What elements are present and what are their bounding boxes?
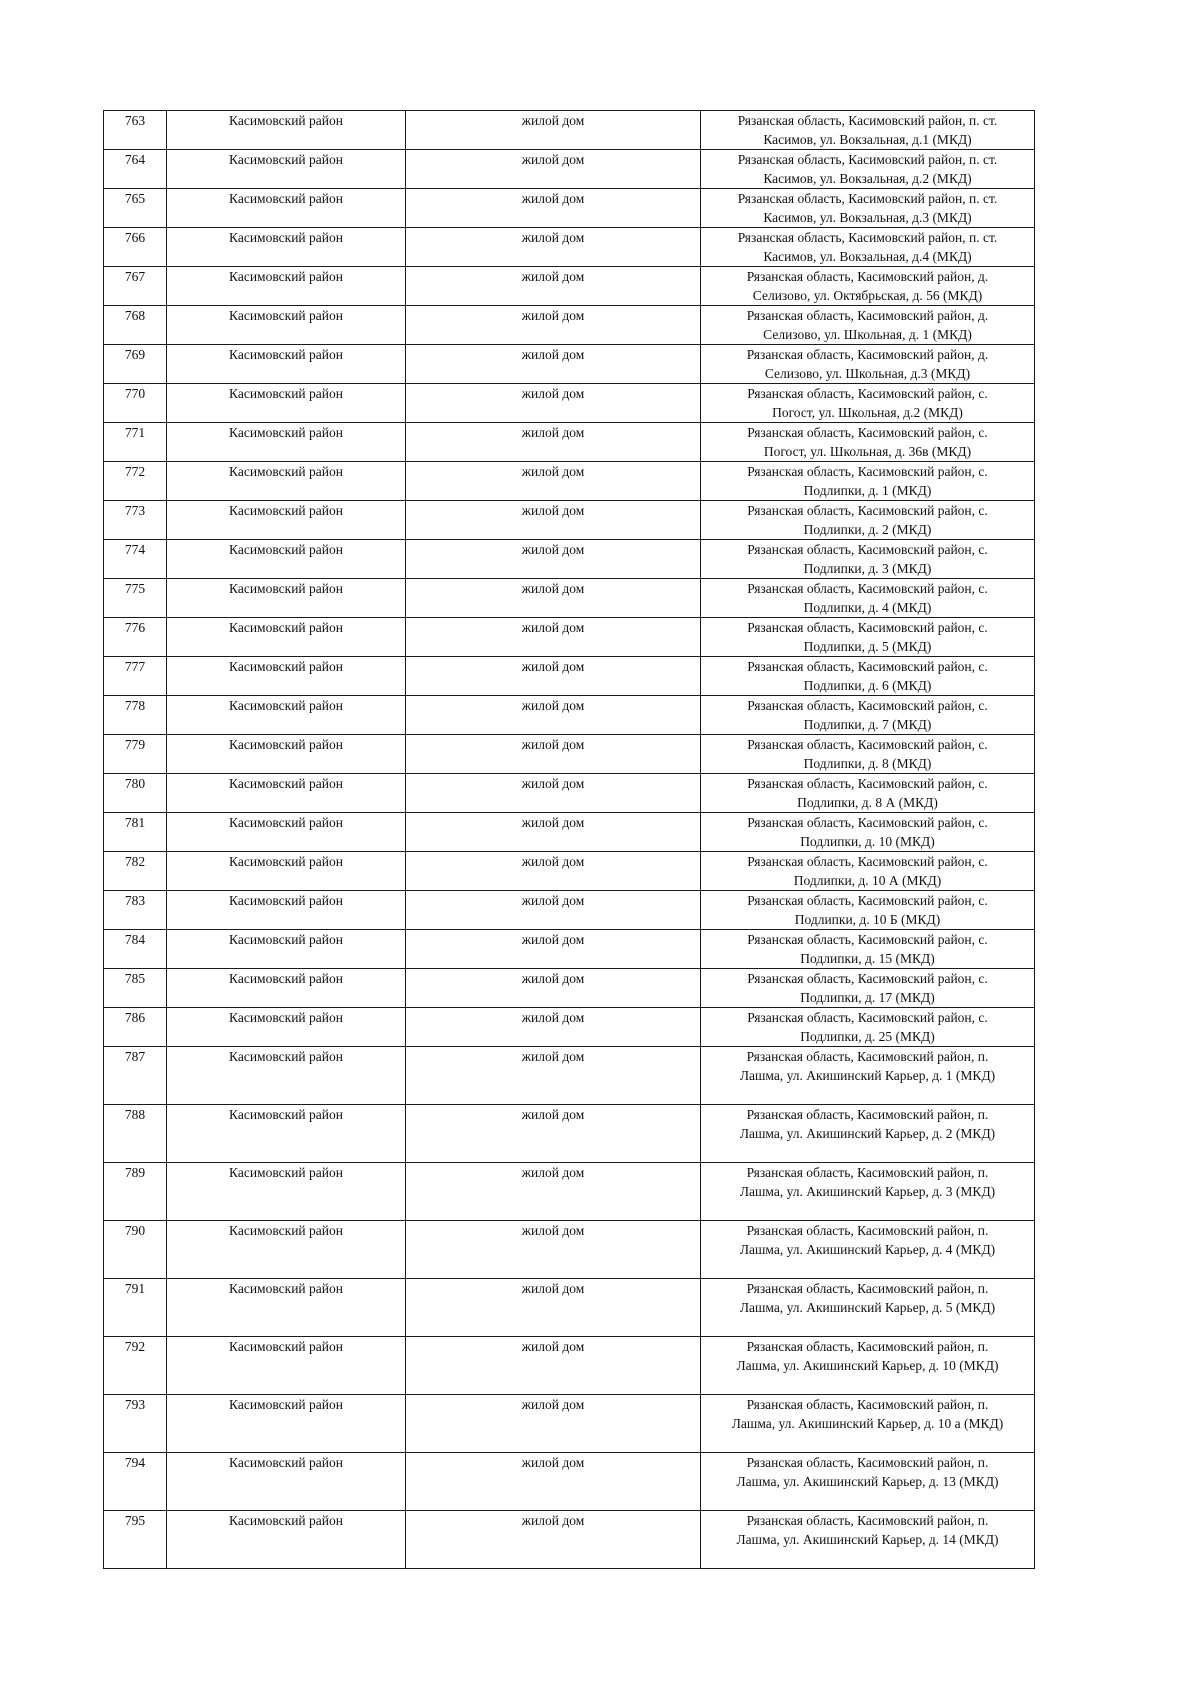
address-cell [701, 423, 1035, 462]
row-number-cell: 780 [104, 774, 167, 813]
table-row [104, 1221, 1035, 1279]
district-cell: Касимовский район [167, 618, 406, 657]
address-line: Рязанская область, Касимовский район, п. [746, 1339, 989, 1354]
row-number-cell: 785 [104, 969, 167, 1008]
address-cell [701, 1395, 1035, 1453]
address-line: Рязанская область, Касимовский район, с. [747, 542, 988, 557]
address-line: Лашма, ул. Акишинский Карьер, д. 5 (МКД) [739, 1300, 996, 1315]
table-row [104, 579, 1035, 618]
object-type-cell: жилой дом [406, 735, 701, 774]
district-cell: Касимовский район [167, 891, 406, 930]
address-line: Селизово, ул. Школьная, д. 1 (МКД) [763, 327, 972, 342]
address-line: Рязанская область, Касимовский район, п. ст. [737, 152, 998, 167]
address-line: Подлипки, д. 5 (МКД) [803, 639, 932, 654]
district-cell: Касимовский район [167, 540, 406, 579]
address-cell [701, 735, 1035, 774]
address-line: Касимов, ул. Вокзальная, д.1 (МКД) [763, 132, 972, 147]
row-number-cell: 787 [104, 1047, 167, 1105]
object-type-cell: жилой дом [406, 813, 701, 852]
row-number-cell: 774 [104, 540, 167, 579]
address-cell [701, 384, 1035, 423]
address-cell [701, 1047, 1035, 1105]
address-line: Рязанская область, Касимовский район, с. [747, 1010, 988, 1025]
address-cell [701, 1453, 1035, 1511]
address-line: Погост, ул. Школьная, д. 36в (МКД) [763, 444, 972, 459]
address-line: Селизово, ул. Школьная, д.3 (МКД) [764, 366, 971, 381]
address-cell [701, 930, 1035, 969]
table-row [104, 189, 1035, 228]
row-number-cell: 779 [104, 735, 167, 774]
table-row [104, 306, 1035, 345]
address-cell [701, 969, 1035, 1008]
address-line: Рязанская область, Касимовский район, д. [746, 347, 989, 362]
district-cell: Касимовский район [167, 579, 406, 618]
address-line: Рязанская область, Касимовский район, с. [747, 737, 988, 752]
row-number-cell: 795 [104, 1511, 167, 1569]
row-number-cell: 771 [104, 423, 167, 462]
object-type-cell: жилой дом [406, 696, 701, 735]
district-cell: Касимовский район [167, 228, 406, 267]
address-cell [701, 1221, 1035, 1279]
table-row [104, 462, 1035, 501]
district-cell: Касимовский район [167, 930, 406, 969]
row-number-cell: 794 [104, 1453, 167, 1511]
table-row [104, 969, 1035, 1008]
table-row [104, 1453, 1035, 1511]
district-cell: Касимовский район [167, 1511, 406, 1569]
row-number-cell: 773 [104, 501, 167, 540]
address-line: Подлипки, д. 7 (МКД) [803, 717, 932, 732]
address-line: Подлипки, д. 4 (МКД) [803, 600, 932, 615]
address-line: Рязанская область, Касимовский район, с. [747, 971, 988, 986]
district-cell: Касимовский район [167, 657, 406, 696]
row-number-cell: 770 [104, 384, 167, 423]
address-line: Подлипки, д. 1 (МКД) [803, 483, 932, 498]
object-type-cell: жилой дом [406, 1047, 701, 1105]
address-line: Подлипки, д. 10 Б (МКД) [794, 912, 941, 927]
address-line: Лашма, ул. Акишинский Карьер, д. 14 (МКД) [736, 1532, 999, 1547]
address-line: Рязанская область, Касимовский район, с. [747, 854, 988, 869]
district-cell: Касимовский район [167, 462, 406, 501]
address-line: Рязанская область, Касимовский район, с. [747, 386, 988, 401]
table-row [104, 1008, 1035, 1047]
object-type-cell: жилой дом [406, 1008, 701, 1047]
row-number-cell: 791 [104, 1279, 167, 1337]
table-row [104, 1279, 1035, 1337]
row-number-cell: 792 [104, 1337, 167, 1395]
table-row [104, 267, 1035, 306]
district-cell: Касимовский район [167, 852, 406, 891]
object-type-cell: жилой дом [406, 1511, 701, 1569]
address-cell [701, 111, 1035, 150]
address-cell [701, 1008, 1035, 1047]
table-row [104, 1105, 1035, 1163]
row-number-cell: 764 [104, 150, 167, 189]
address-line: Касимов, ул. Вокзальная, д.2 (МКД) [763, 171, 972, 186]
object-type-cell: жилой дом [406, 462, 701, 501]
district-cell: Касимовский район [167, 969, 406, 1008]
address-cell [701, 657, 1035, 696]
address-line: Рязанская область, Касимовский район, с. [747, 425, 988, 440]
address-line: Рязанская область, Касимовский район, п. [746, 1397, 989, 1412]
district-cell: Касимовский район [167, 1163, 406, 1221]
table-row [104, 345, 1035, 384]
address-line: Подлипки, д. 10 А (МКД) [793, 873, 942, 888]
address-line: Лашма, ул. Акишинский Карьер, д. 10 а (МКД) [731, 1416, 1004, 1431]
object-type-cell: жилой дом [406, 501, 701, 540]
table-row [104, 1047, 1035, 1105]
district-cell: Касимовский район [167, 1221, 406, 1279]
address-line: Подлипки, д. 2 (МКД) [803, 522, 932, 537]
table-row [104, 1395, 1035, 1453]
address-line: Лашма, ул. Акишинский Карьер, д. 2 (МКД) [739, 1126, 996, 1141]
district-cell: Касимовский район [167, 501, 406, 540]
address-cell [701, 579, 1035, 618]
address-line: Подлипки, д. 8 (МКД) [803, 756, 932, 771]
address-line: Рязанская область, Касимовский район, с. [747, 503, 988, 518]
row-number-cell: 784 [104, 930, 167, 969]
district-cell: Касимовский район [167, 696, 406, 735]
district-cell: Касимовский район [167, 1395, 406, 1453]
address-line: Лашма, ул. Акишинский Карьер, д. 1 (МКД) [739, 1068, 996, 1083]
district-cell: Касимовский район [167, 345, 406, 384]
table-row [104, 735, 1035, 774]
address-line: Рязанская область, Касимовский район, д. [746, 308, 989, 323]
object-type-cell: жилой дом [406, 891, 701, 930]
address-cell [701, 462, 1035, 501]
object-type-cell: жилой дом [406, 384, 701, 423]
object-type-cell: жилой дом [406, 228, 701, 267]
address-cell [701, 696, 1035, 735]
table-row [104, 618, 1035, 657]
object-type-cell: жилой дом [406, 657, 701, 696]
row-number-cell: 765 [104, 189, 167, 228]
object-type-cell: жилой дом [406, 1453, 701, 1511]
row-number-cell: 786 [104, 1008, 167, 1047]
district-cell: Касимовский район [167, 423, 406, 462]
address-line: Подлипки, д. 6 (МКД) [803, 678, 932, 693]
table-row [104, 891, 1035, 930]
row-number-cell: 777 [104, 657, 167, 696]
address-line: Рязанская область, Касимовский район, с. [747, 581, 988, 596]
table-row [104, 696, 1035, 735]
row-number-cell: 789 [104, 1163, 167, 1221]
object-type-cell: жилой дом [406, 930, 701, 969]
address-line: Подлипки, д. 15 (МКД) [800, 951, 935, 966]
registry-table-body [104, 111, 1035, 1569]
address-line: Селизово, ул. Октябрьская, д. 56 (МКД) [752, 288, 983, 303]
address-line: Рязанская область, Касимовский район, п. ст. [737, 230, 998, 245]
address-cell [701, 891, 1035, 930]
address-cell [701, 267, 1035, 306]
table-row [104, 930, 1035, 969]
address-cell [701, 150, 1035, 189]
address-line: Рязанская область, Касимовский район, п. ст. [737, 191, 998, 206]
object-type-cell: жилой дом [406, 150, 701, 189]
object-type-cell: жилой дом [406, 1395, 701, 1453]
address-line: Рязанская область, Касимовский район, п. [746, 1049, 989, 1064]
table-row [104, 228, 1035, 267]
row-number-cell: 775 [104, 579, 167, 618]
address-line: Лашма, ул. Акишинский Карьер, д. 10 (МКД) [736, 1358, 999, 1373]
object-type-cell: жилой дом [406, 1105, 701, 1163]
address-cell [701, 852, 1035, 891]
object-type-cell: жилой дом [406, 540, 701, 579]
row-number-cell: 772 [104, 462, 167, 501]
table-row [104, 150, 1035, 189]
object-type-cell: жилой дом [406, 345, 701, 384]
address-line: Рязанская область, Касимовский район, п. [746, 1107, 989, 1122]
address-cell [701, 540, 1035, 579]
table-row [104, 540, 1035, 579]
address-line: Рязанская область, Касимовский район, п. [746, 1281, 989, 1296]
address-line: Подлипки, д. 3 (МКД) [803, 561, 932, 576]
object-type-cell: жилой дом [406, 111, 701, 150]
row-number-cell: 768 [104, 306, 167, 345]
address-line: Рязанская область, Касимовский район, с. [747, 776, 988, 791]
table-row [104, 1337, 1035, 1395]
row-number-cell: 793 [104, 1395, 167, 1453]
object-type-cell: жилой дом [406, 852, 701, 891]
address-cell [701, 1511, 1035, 1569]
table-row [104, 657, 1035, 696]
address-line: Рязанская область, Касимовский район, с. [747, 620, 988, 635]
address-line: Рязанская область, Касимовский район, п. ст. [737, 113, 998, 128]
district-cell: Касимовский район [167, 774, 406, 813]
row-number-cell: 790 [104, 1221, 167, 1279]
address-line: Рязанская область, Касимовский район, с. [747, 698, 988, 713]
row-number-cell: 769 [104, 345, 167, 384]
object-type-cell: жилой дом [406, 774, 701, 813]
district-cell: Касимовский район [167, 111, 406, 150]
object-type-cell: жилой дом [406, 1279, 701, 1337]
address-line: Подлипки, д. 17 (МКД) [800, 990, 935, 1005]
table-row [104, 501, 1035, 540]
district-cell: Касимовский район [167, 813, 406, 852]
address-line: Рязанская область, Касимовский район, п. [746, 1455, 989, 1470]
table-row [104, 384, 1035, 423]
row-number-cell: 767 [104, 267, 167, 306]
row-number-cell: 763 [104, 111, 167, 150]
object-type-cell: жилой дом [406, 1221, 701, 1279]
address-cell [701, 306, 1035, 345]
row-number-cell: 766 [104, 228, 167, 267]
address-cell [701, 1163, 1035, 1221]
district-cell: Касимовский район [167, 306, 406, 345]
row-number-cell: 776 [104, 618, 167, 657]
address-line: Подлипки, д. 25 (МКД) [800, 1029, 935, 1044]
address-line: Рязанская область, Касимовский район, с. [747, 893, 988, 908]
district-cell: Касимовский район [167, 189, 406, 228]
row-number-cell: 778 [104, 696, 167, 735]
district-cell: Касимовский район [167, 735, 406, 774]
district-cell: Касимовский район [167, 267, 406, 306]
address-line: Рязанская область, Касимовский район, с. [747, 659, 988, 674]
table-row [104, 813, 1035, 852]
address-line: Касимов, ул. Вокзальная, д.3 (МКД) [763, 210, 972, 225]
district-cell: Касимовский район [167, 1047, 406, 1105]
object-type-cell: жилой дом [406, 1337, 701, 1395]
district-cell: Касимовский район [167, 150, 406, 189]
district-cell: Касимовский район [167, 384, 406, 423]
address-cell [701, 618, 1035, 657]
object-type-cell: жилой дом [406, 306, 701, 345]
address-line: Рязанская область, Касимовский район, п. [746, 1165, 989, 1180]
district-cell: Касимовский район [167, 1337, 406, 1395]
address-cell [701, 228, 1035, 267]
district-cell: Касимовский район [167, 1453, 406, 1511]
district-cell: Касимовский район [167, 1008, 406, 1047]
table-row [104, 423, 1035, 462]
address-cell [701, 774, 1035, 813]
address-line: Рязанская область, Касимовский район, п. [746, 1513, 989, 1528]
address-line: Рязанская область, Касимовский район, д. [746, 269, 989, 284]
address-line: Подлипки, д. 10 (МКД) [800, 834, 935, 849]
address-line: Рязанская область, Касимовский район, с. [747, 932, 988, 947]
address-line: Рязанская область, Касимовский район, с. [747, 464, 988, 479]
district-cell: Касимовский район [167, 1105, 406, 1163]
object-type-cell: жилой дом [406, 267, 701, 306]
address-line: Касимов, ул. Вокзальная, д.4 (МКД) [763, 249, 972, 264]
address-cell [701, 501, 1035, 540]
table-row [104, 111, 1035, 150]
address-line: Лашма, ул. Акишинский Карьер, д. 4 (МКД) [739, 1242, 996, 1257]
table-row [104, 774, 1035, 813]
object-type-cell: жилой дом [406, 1163, 701, 1221]
table-row [104, 1511, 1035, 1569]
address-line: Лашма, ул. Акишинский Карьер, д. 13 (МКД) [736, 1474, 999, 1489]
row-number-cell: 781 [104, 813, 167, 852]
address-line: Рязанская область, Касимовский район, с. [747, 815, 988, 830]
address-cell [701, 813, 1035, 852]
row-number-cell: 788 [104, 1105, 167, 1163]
address-cell [701, 345, 1035, 384]
registry-table [103, 110, 1035, 1569]
object-type-cell: жилой дом [406, 423, 701, 462]
district-cell: Касимовский район [167, 1279, 406, 1337]
table-row [104, 852, 1035, 891]
address-cell [701, 1279, 1035, 1337]
table-row [104, 1163, 1035, 1221]
address-cell [701, 1105, 1035, 1163]
row-number-cell: 782 [104, 852, 167, 891]
address-cell [701, 189, 1035, 228]
object-type-cell: жилой дом [406, 579, 701, 618]
row-number-cell: 783 [104, 891, 167, 930]
object-type-cell: жилой дом [406, 189, 701, 228]
address-cell [701, 1337, 1035, 1395]
object-type-cell: жилой дом [406, 618, 701, 657]
address-line: Лашма, ул. Акишинский Карьер, д. 3 (МКД) [739, 1184, 996, 1199]
object-type-cell: жилой дом [406, 969, 701, 1008]
address-line: Погост, ул. Школьная, д.2 (МКД) [772, 405, 963, 420]
address-line: Подлипки, д. 8 А (МКД) [797, 795, 938, 810]
address-line: Рязанская область, Касимовский район, п. [746, 1223, 989, 1238]
